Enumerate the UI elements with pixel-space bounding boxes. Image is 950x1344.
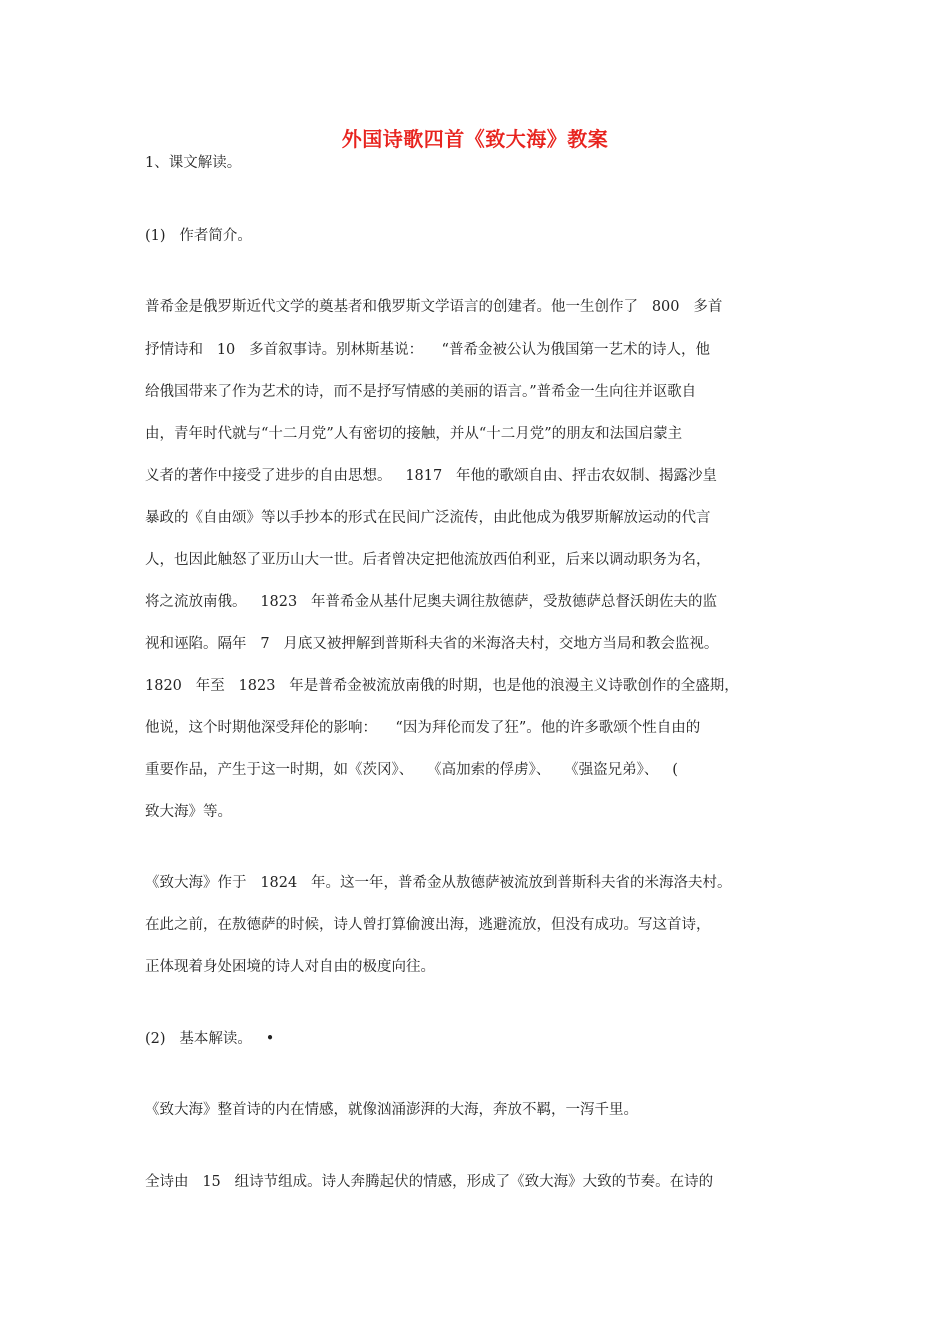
paragraph-line: 全诗由 15 组诗节组成。诗人奔腾起伏的情感，形成了《致大海》大致的节奏。在诗的 bbox=[145, 1174, 714, 1190]
paragraph-line: 视和诬陷。隔年 7 月底又被押解到普斯科夫省的米海洛夫村，交地方当局和教会监视。 bbox=[145, 636, 719, 652]
paragraph-line: 抒情诗和 10 多首叙事诗。别林斯基说： “普希金被公认为俄国第一艺术的诗人，他 bbox=[145, 342, 710, 358]
paragraph-line: 义者的著作中接受了进步的自由思想。 1817 年他的歌颂自由、抨击农奴制、揭露沙皇 bbox=[145, 468, 718, 484]
paragraph-line: 人，也因此触怒了亚历山大一世。后者曾决定把他流放西伯利亚，后来以调动职务为名， bbox=[145, 552, 711, 568]
document-title: 外国诗歌四首《致大海》教案 bbox=[341, 127, 609, 151]
paragraph-line: 重要作品，产生于这一时期，如《茨冈》、 《高加索的俘虏》、 《强盗兄弟》、 ( bbox=[145, 762, 678, 778]
paragraph-line: 《致大海》整首诗的内在情感，就像汹涌澎湃的大海，奔放不羁，一泻千里。 bbox=[145, 1102, 638, 1118]
paragraph-line: 正体现着身处困境的诗人对自由的极度向往。 bbox=[145, 959, 435, 975]
paragraph-line: 1820 年至 1823 年是普希金被流放南俄的时期，也是他的浪漫主义诗歌创作的全盛期， bbox=[145, 678, 739, 694]
section-heading: 1、课文解读。 bbox=[145, 155, 242, 171]
paragraph-line: 普希金是俄罗斯近代文学的奠基者和俄罗斯文学语言的创建者。他一生创作了 800 多首 bbox=[145, 299, 723, 315]
paragraph-line: 将之流放南俄。 1823 年普希金从基什尼奥夫调往敖德萨，受敖德萨总督沃朗佐夫的监 bbox=[145, 594, 718, 610]
paragraph-line: 给俄国带来了作为艺术的诗，而不是抒写情感的美丽的语言。”普希金一生向往并讴歌自 bbox=[145, 384, 697, 400]
subsection-heading-interpretation: (2) 基本解读。 • bbox=[145, 1031, 275, 1047]
paragraph-line: 暴政的《自由颂》等以手抄本的形式在民间广泛流传，由此他成为俄罗斯解放运动的代言 bbox=[145, 510, 711, 526]
paragraph-line: 在此之前，在敖德萨的时候，诗人曾打算偷渡出海，逃避流放，但没有成功。写这首诗， bbox=[145, 917, 711, 933]
paragraph-line: 致大海》等。 bbox=[145, 804, 232, 820]
subsection-heading-author: (1) 作者简介。 bbox=[145, 228, 252, 244]
paragraph-line: 由，青年时代就与“十二月党”人有密切的接触，并从“十二月党”的朋友和法国启蒙主 bbox=[145, 426, 683, 442]
paragraph-line: 《致大海》作于 1824 年。这一年，普希金从敖德萨被流放到普斯科夫省的米海洛夫村。 bbox=[145, 875, 732, 891]
paragraph-line: 他说，这个时期他深受拜伦的影响： “因为拜伦而发了狂”。他的许多歌颂个性自由的 bbox=[145, 720, 701, 736]
